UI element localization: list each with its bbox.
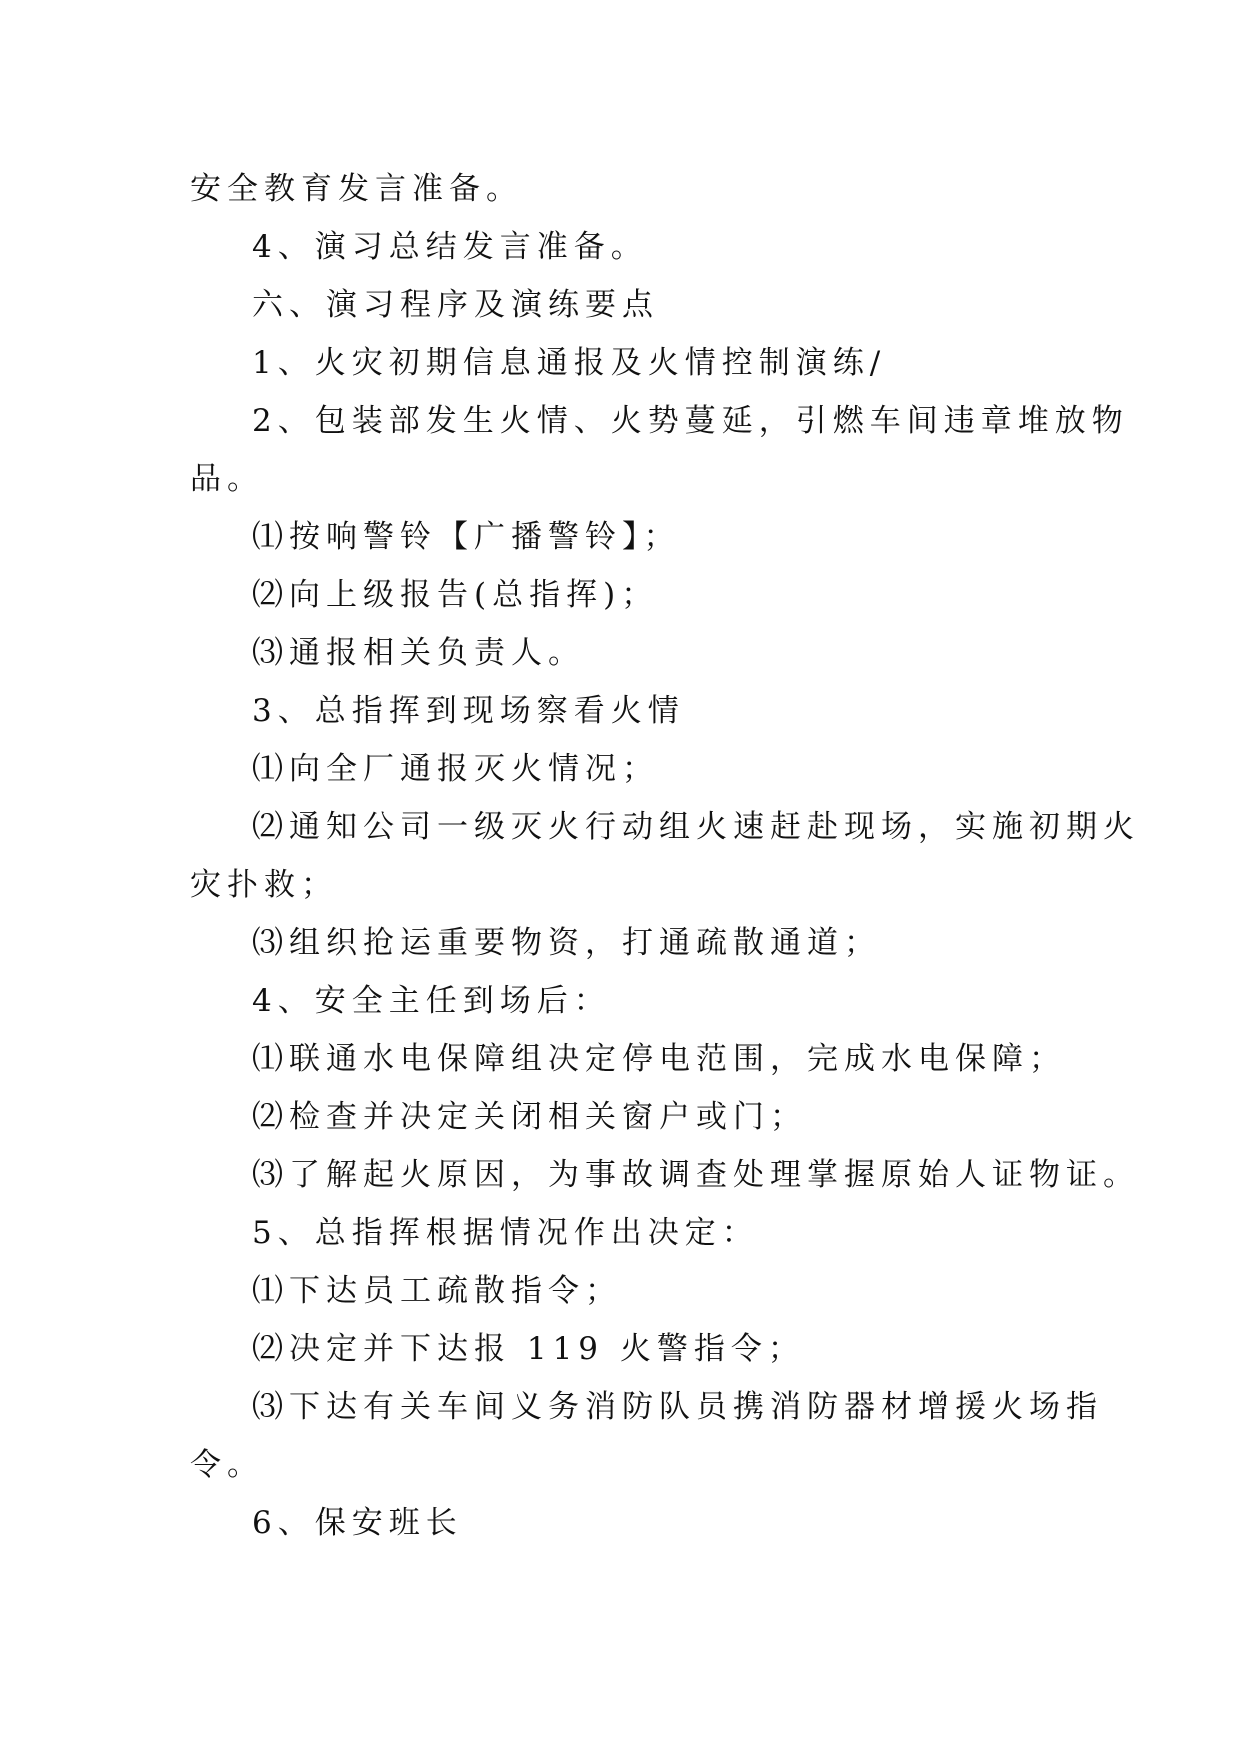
text-line: 4、演习总结发言准备。	[252, 229, 648, 265]
text-line: 4、安全主任到场后：	[252, 983, 611, 1019]
list-item: ⑶通报相关负责人。	[252, 635, 585, 671]
section-heading: 六、演习程序及演练要点	[252, 287, 659, 323]
list-item: ⑴向全厂通报灭火情况；	[252, 751, 659, 787]
text-line: 1、火灾初期信息通报及火情控制演练/	[252, 345, 887, 381]
text-line: 品。	[190, 461, 264, 497]
document-body	[190, 160, 1140, 1552]
list-item: ⑵向上级报告(总指挥)；	[252, 577, 659, 613]
list-item: ⑴联通水电保障组决定停电范围，完成水电保障；	[252, 1041, 1066, 1077]
list-item: ⑵决定并下达报 119 火警指令；	[252, 1331, 805, 1367]
list-item: ⑶组织抢运重要物资，打通疏散通道；	[252, 925, 881, 961]
text-line: 灾扑救；	[190, 867, 338, 903]
list-item: ⑵检查并决定关闭相关窗户或门；	[252, 1099, 807, 1135]
list-item: ⑵通知公司一级灭火行动组火速赶赴现场，实施初期火	[252, 809, 1140, 845]
text-line: 令。	[190, 1447, 264, 1483]
text-line: 3、总指挥到现场察看火情	[252, 693, 685, 729]
list-item: ⑶下达有关车间义务消防队员携消防器材增援火场指	[252, 1389, 1103, 1425]
list-item: ⑴下达员工疏散指令；	[252, 1273, 622, 1309]
text-line: 6、保安班长	[252, 1505, 463, 1541]
text-line: 2、包装部发生火情、火势蔓延，引燃车间违章堆放物	[252, 403, 1129, 439]
text-line: 5、总指挥根据情况作出决定：	[252, 1215, 759, 1251]
list-item: ⑴按响警铃【广播警铃】；	[252, 519, 681, 555]
text-line: 安全教育发言准备。	[190, 171, 523, 207]
list-item: ⑶了解起火原因，为事故调查处理掌握原始人证物证。	[252, 1157, 1140, 1193]
